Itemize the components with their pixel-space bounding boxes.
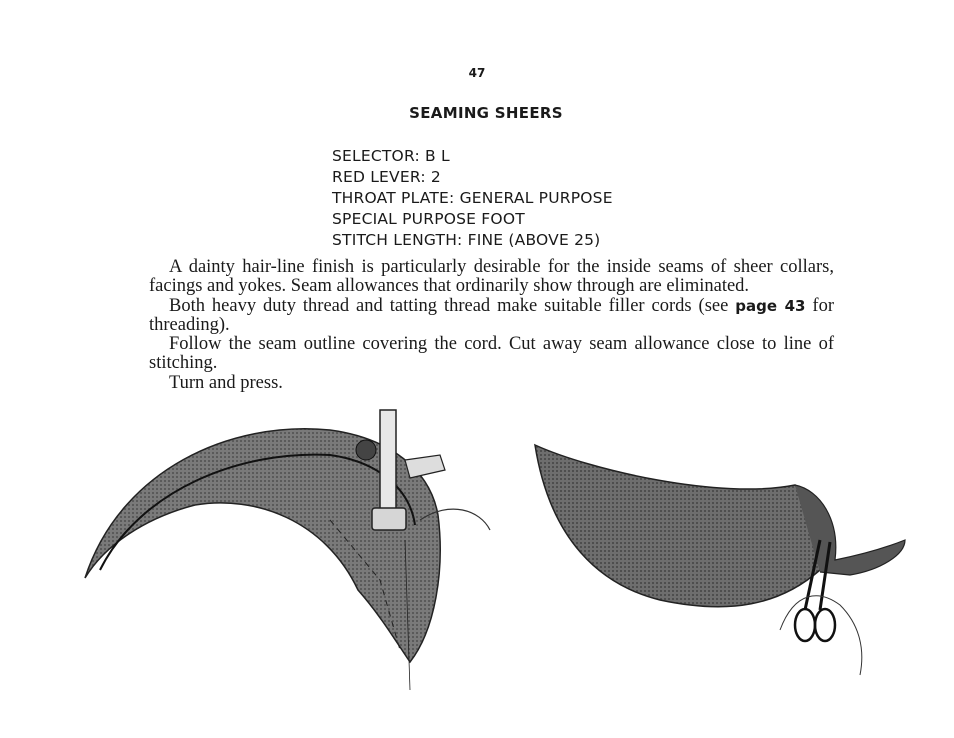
machine-settings bbox=[332, 146, 613, 251]
setting-foot: SPECIAL PURPOSE FOOT bbox=[332, 210, 525, 228]
illustration-trimming-collar bbox=[520, 430, 910, 680]
paragraph-intro: A dainty hair-line finish is particularly desirable for the inside seams of sheer collars, facings and yokes. Seam allowances that ordinarily show through are eliminated. bbox=[149, 257, 834, 297]
setting-throat-plate: THROAT PLATE: GENERAL PURPOSE bbox=[332, 189, 613, 207]
illustration-stitching-collar bbox=[60, 400, 500, 700]
setting-stitch-length: STITCH LENGTH: FINE (ABOVE 25) bbox=[332, 231, 601, 249]
page-title: SEAMING SHEERS bbox=[409, 104, 563, 122]
paragraph-finish: Turn and press. bbox=[169, 372, 283, 393]
paragraph-text: for threading). bbox=[149, 295, 834, 335]
paragraph-seam-outline: Follow the seam outline covering the cord. Cut away seam allowance close to line of stitching. bbox=[149, 334, 834, 374]
page-reference-link[interactable]: page 43 bbox=[735, 296, 806, 315]
setting-red-lever: RED LEVER: 2 bbox=[332, 168, 441, 186]
paragraph-filler-cords bbox=[149, 297, 834, 336]
page-number: 47 bbox=[468, 66, 486, 80]
instructions bbox=[149, 258, 834, 393]
collar-fabric bbox=[535, 445, 824, 607]
setting-selector: SELECTOR: B L bbox=[332, 147, 450, 165]
paragraph-text: Both heavy duty thread and tatting thread make suitable filler cords (see bbox=[169, 295, 736, 316]
